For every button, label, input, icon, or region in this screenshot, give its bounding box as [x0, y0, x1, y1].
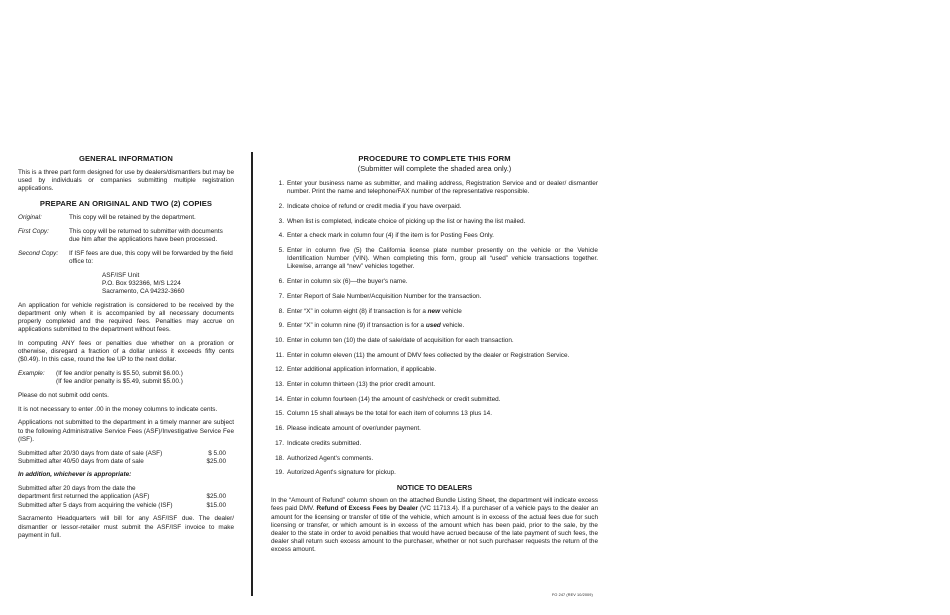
copy-text: This copy will be returned to submitter with documents due him after the applications have been processed. — [69, 227, 223, 244]
procedure-step — [271, 337, 598, 345]
step-text: When list is completed, indicate choice of picking up the list or having the list mailed. — [287, 217, 526, 225]
general-information-column — [18, 154, 234, 545]
procedure-step — [271, 308, 598, 316]
headquarters-paragraph: Sacramento Headquarters will bill for any ASF/ISF due. The dealer/ dismantler or lessor-retailer must submit the ASF/ISF invoice to make payment in full. — [18, 515, 234, 539]
step-number: 14. — [275, 395, 284, 403]
step-number: 17. — [275, 439, 284, 447]
procedure-column — [271, 154, 598, 560]
copy-label: First Copy: — [18, 227, 49, 235]
step-number: 15. — [275, 410, 284, 418]
notice-paragraph — [271, 497, 598, 554]
step-text — [287, 322, 598, 330]
step-number: 6. — [278, 278, 284, 286]
step-number: 19. — [275, 469, 284, 477]
copy-label: Second Copy: — [18, 249, 59, 257]
procedure-step — [271, 352, 598, 360]
step-number: 16. — [275, 425, 284, 433]
fee-text: Submitted after 20/30 days from date of sale (ASF) — [18, 449, 163, 457]
fee-amount: $15.00 — [206, 501, 226, 509]
step-text: Enter in column ten (10) the date of sale/date of acquisition for each transaction. — [287, 336, 514, 344]
fee-line: Submitted after 20 days from the date the — [18, 485, 136, 493]
step-number: 5. — [278, 247, 284, 255]
fee-row — [18, 450, 234, 458]
step-text — [287, 308, 598, 316]
notice-title: NOTICE TO DEALERS — [396, 482, 473, 492]
step-text: Indicate credits submitted. — [287, 439, 362, 447]
fee-amount: $ 5.00 — [208, 449, 226, 457]
step-emphasis: new — [427, 307, 441, 315]
step-text: Please indicate amount of over/under payment. — [287, 425, 421, 433]
address-line: Sacramento, CA 94232-3660 — [102, 288, 185, 296]
notice-bold: Refund of Excess Fees by Dealer — [316, 505, 418, 513]
step-number: 3. — [278, 217, 284, 225]
fee-amount: $25.00 — [206, 493, 226, 501]
example-line: (If fee and/or penalty is $5.49, submit $5.00.) — [56, 378, 183, 386]
step-number: 9. — [278, 322, 284, 330]
procedure-step — [271, 247, 598, 272]
copy-first — [18, 228, 234, 244]
step-text: Enter your business name as submitter, and mailing address, Registration Service and or dealer/ dismantler number. Print the name and telephone/FAX number of the representative responsible. — [287, 180, 598, 196]
step-number: 18. — [275, 454, 284, 462]
procedure-step — [271, 278, 598, 286]
computing-paragraph: In computing ANY fees or penalties due whether on a proration or otherwise, disregard a fraction of a dollar unless it exceeds fifty cents ($0.49). In this case, round the fee UP to the next dollar. — [18, 340, 234, 364]
step-emphasis: used — [425, 322, 441, 330]
odd-cents-paragraph: Please do not submit odd cents. — [18, 392, 109, 400]
fee-row — [18, 458, 234, 466]
step-text: Indicate choice of refund or credit media if you have overpaid. — [287, 202, 462, 210]
procedure-step — [271, 425, 598, 433]
procedure-steps — [271, 180, 598, 477]
general-information-title: GENERAL INFORMATION — [78, 154, 173, 163]
procedure-step — [271, 218, 598, 226]
step-text: Column 15 shall always be the total for each item of columns 13 plus 14. — [287, 410, 492, 418]
fee-text: Submitted after 40/50 days from date of sale — [18, 457, 144, 465]
step-text: Enter in column fourteen (14) the amount of cash/check or credit submitted. — [287, 395, 501, 403]
step-text: Autorized Agent's signature for pickup. — [287, 469, 396, 477]
fee-row — [18, 502, 234, 510]
address-line: P.O. Box 932366, M/S L224 — [102, 279, 181, 287]
step-number: 2. — [278, 202, 284, 210]
example-label: Example: — [18, 370, 45, 378]
copy-second — [18, 250, 234, 266]
copy-original — [18, 214, 234, 222]
step-text: Enter additional application information, if applicable. — [287, 366, 437, 374]
step-text-tail: vehicle. — [440, 322, 465, 330]
step-number: 12. — [275, 366, 284, 374]
fees-table-a — [18, 450, 234, 466]
procedure-step — [271, 203, 598, 211]
procedure-step — [271, 366, 598, 374]
step-text: Enter a check mark in column four (4) if the item is for Posting Fees Only. — [287, 232, 494, 240]
addition-title: In addition, whichever is appropriate: — [18, 471, 132, 479]
step-text: Enter in column thirteen (13) the prior credit amount. — [287, 381, 436, 389]
procedure-step — [271, 469, 598, 477]
copy-text: This copy will be retained by the department. — [69, 214, 196, 222]
procedure-subtitle: (Submitter will complete the shaded area only.) — [357, 164, 512, 173]
step-number: 11. — [275, 351, 284, 359]
example-line: (If fee and/or penalty is $5.50, submit $6.00.) — [56, 370, 183, 378]
notice-post: (VC 11713.4). If a purchaser of a vehicle pays to the dealer an amount for the licensing or transfer of title of the vehicle, which amount is in excess of the actual fees due for such licensing or transfer, or which amount is in excess of the amount which has been paid, prior to the sale, by the dealer to the state in order to avoid penalties that would have acrued because of the late payment of such fees, the dealer shall return such excess amount to the purchaser, whether or not such purchaser requests the return of the excess amount. — [271, 505, 599, 554]
procedure-step — [271, 322, 598, 330]
prepare-copies-title: PREPARE AN ORIGINAL AND TWO (2) COPIES — [39, 199, 213, 209]
step-text-tail: vehicle — [440, 307, 462, 315]
application-paragraph: An application for vehicle registration is considered to be received by the department only when it is accompanied by all necessary documents properly completed and the required fees. Penalties may accrue on applications submitted to the department without fees. — [18, 301, 234, 334]
procedure-step — [271, 381, 598, 389]
procedure-step — [271, 293, 598, 301]
fee-text: Submitted after 5 days from acquiring the vehicle (ISF) — [18, 501, 173, 509]
mailing-address — [102, 272, 234, 297]
intro-paragraph: This is a three part form designed for use by dealers/dismantlers but may be used by individuals or companies submitting multiple registration applications. — [18, 169, 234, 193]
step-number: 8. — [278, 307, 284, 315]
asf-paragraph: Applications not submitted to the department in a timely manner are subject to the following Administrative Service Fees (ASF)/Investigative Service Fee (ISF). — [18, 419, 234, 443]
step-number: 1. — [278, 180, 284, 187]
copy-text: If ISF fees are due, this copy will be forwarded by the field office to: — [69, 249, 233, 265]
step-text-main: Enter “X” in column eight (8) if transaction is for a — [287, 307, 426, 315]
fee-text: department first returned the application (ASF) — [18, 493, 150, 501]
step-number: 13. — [275, 381, 284, 389]
example-lines — [56, 370, 183, 386]
procedure-step — [271, 410, 598, 418]
address-line: ASF/ISF Unit — [102, 271, 140, 279]
notice-pre: In the “Amount of Refund” column shown on the attached Bundle Listing Sheet, the department will indicate excess fees paid DMV. — [271, 497, 598, 513]
step-number: 7. — [278, 292, 284, 300]
procedure-step — [271, 455, 598, 463]
step-text: Authorized Agent's comments. — [287, 454, 374, 462]
step-text-main: Enter “X” in column nine (9) if transaction is for a — [287, 322, 425, 330]
column-divider — [251, 152, 253, 596]
example-block — [18, 370, 234, 386]
step-text: Enter in column six (6)—the buyer's name. — [287, 278, 408, 286]
procedure-title: PROCEDURE TO COMPLETE THIS FORM — [358, 154, 511, 163]
step-text: Enter Report of Sale Number/Acquisition Number for the transaction. — [287, 292, 482, 300]
step-number: 10. — [275, 336, 284, 344]
copy-label: Original: — [18, 214, 42, 222]
procedure-step — [271, 180, 598, 196]
step-number: 4. — [278, 232, 284, 240]
fees-table-b — [18, 485, 234, 510]
step-text: Enter in column five (5) the California license plate number presently on the vehicle or the Vehicle Identification Number (VIN). When completing this form, group all “used” vehicle transactions together. Likewise, arrange all “new” vehicles together. — [287, 247, 598, 271]
procedure-step — [271, 396, 598, 404]
fee-row — [18, 493, 234, 501]
cents-paragraph: It is not necessary to enter .00 in the money columns to indicate cents. — [18, 405, 218, 413]
step-text: Enter in column eleven (11) the amount of DMV fees collected by the dealer or Registration Service. — [287, 351, 570, 359]
fee-amount: $25.00 — [206, 457, 226, 465]
procedure-step — [271, 232, 598, 240]
procedure-step — [271, 440, 598, 448]
form-number: FO 247 (REV 10/2009) — [552, 593, 593, 597]
